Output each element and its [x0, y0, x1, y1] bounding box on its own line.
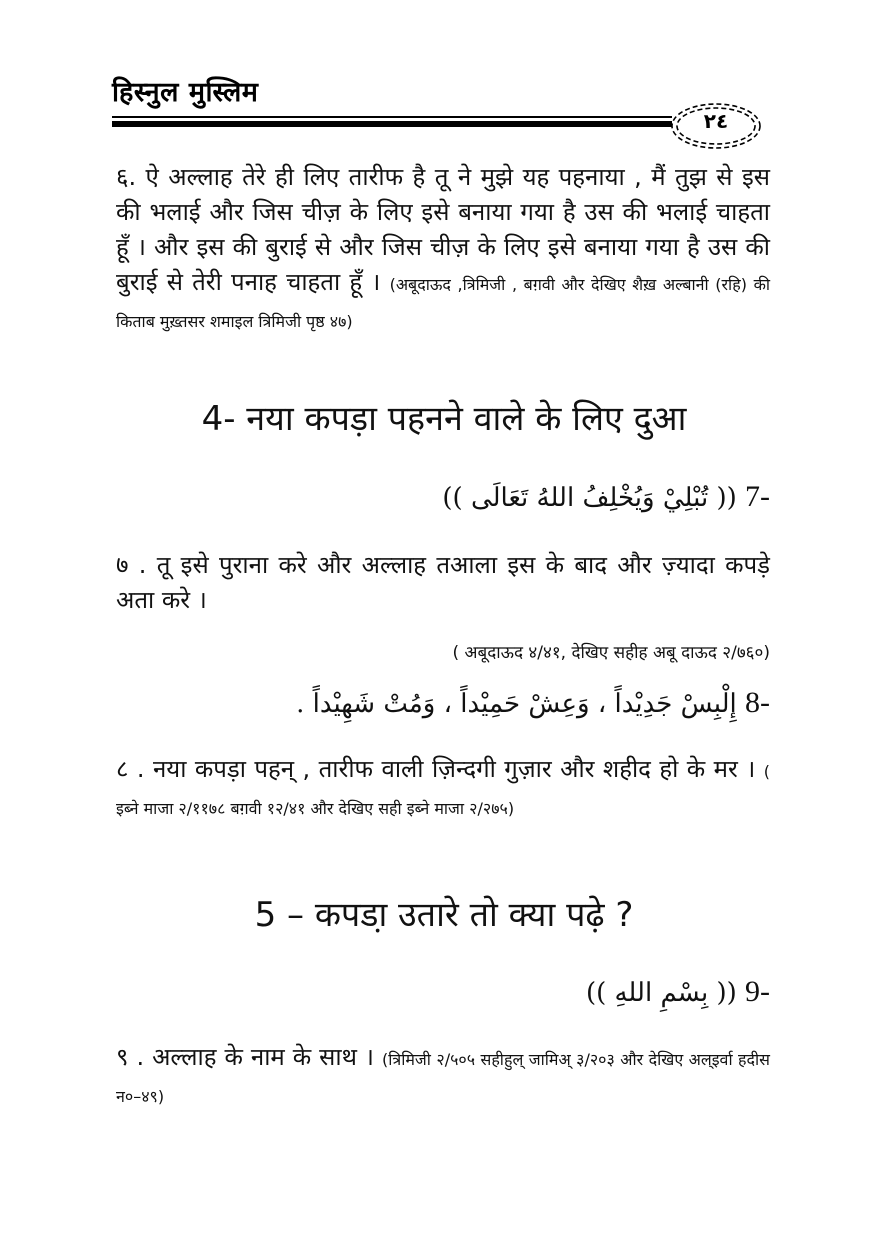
item-9-number: -9: [745, 975, 770, 1008]
item-9-translation: ९ . अल्लाह के नाम के साथ ।: [116, 1043, 375, 1071]
item-8-translation: ८ . नया कपड़ा पहन् , तारीफ वाली ज़िन्दगी गुज़ार और शहीद हो के मर ।: [116, 755, 756, 783]
section-5-heading: 5 – कपडा़ उतारे तो क्या पढ़े ?: [254, 895, 634, 935]
item-8-paragraph: [116, 752, 770, 826]
header-rule-thin: [112, 116, 672, 118]
running-header-title: हिस्नुल मुस्लिम: [112, 77, 259, 108]
item-7-number: -7: [745, 480, 770, 513]
item-9-reference: (त्रिमिजी २/५०५ सहीहुल् जामिअ् ३/२०३ और देखिए अल्इर्वा हदीस न०–४९): [116, 1050, 770, 1106]
item-9-paragraph: [116, 1040, 770, 1114]
item-6-text: ६. ऐ अल्लाह तेरे ही लिए तारीफ है तू ने मुझे यह पहनाया , मैं तुझ से इस की भलाई और जिस चीज़ के लिए इसे बनाया गया है उस की भलाई चाहता हूँ । और इस की बुराई से और जिस चीज़ के लिए इसे बनाया गया है उस की बुराई से तेरी पनाह चाहता हूँ ।: [116, 163, 770, 296]
section-4-heading: 4- नया कपड़ा पहनने वाले के लिए दुआ: [201, 399, 687, 439]
item-8-reference: ( इब्ने माजा २/११७८ बग़वी १२/४१ और देखिए सही इब्ने माजा २/२७५): [116, 762, 770, 818]
item-7-arabic-line: [442, 480, 770, 514]
page-number-badge: [668, 100, 764, 152]
item-8-arabic: إِلْبِسْ جَدِيْداً ، وَعِشْ حَمِيْداً ، وَمُتْ شَهِيْداً .: [296, 689, 737, 719]
item-8-arabic-line: [296, 686, 770, 720]
header-rule-thick: [112, 121, 672, 127]
item-9-arabic: (( بِسْمِ اللهِ )): [585, 978, 737, 1008]
item-9-arabic-line: [586, 975, 770, 1009]
item-8-number: -8: [745, 686, 770, 719]
item-7-reference: ( अबूदाऊद ४/४१, देखिए सहीह अबू दाऊद २/७६०): [452, 643, 770, 663]
item-6-reference: (अबूदाऊद ,त्रिमिजी , बग़वी और देखिए शैख़ अल्बानी (रहि) की किताब मुख़्तसर शमाइल त्रिमिजी पृष्ठ ४७): [116, 275, 771, 331]
item-6-paragraph: [116, 160, 770, 339]
page-number: ٢٤: [703, 109, 729, 133]
item-7-translation: ७ . तू इसे पुराना करे और अल्लाह तआला इस के बाद और ज़्यादा कपड़े अता करे ।: [116, 551, 770, 614]
item-7-arabic: (( تُبْلِيْ وَيُخْلِفُ اللهُ تَعَالَى )): [442, 483, 737, 513]
